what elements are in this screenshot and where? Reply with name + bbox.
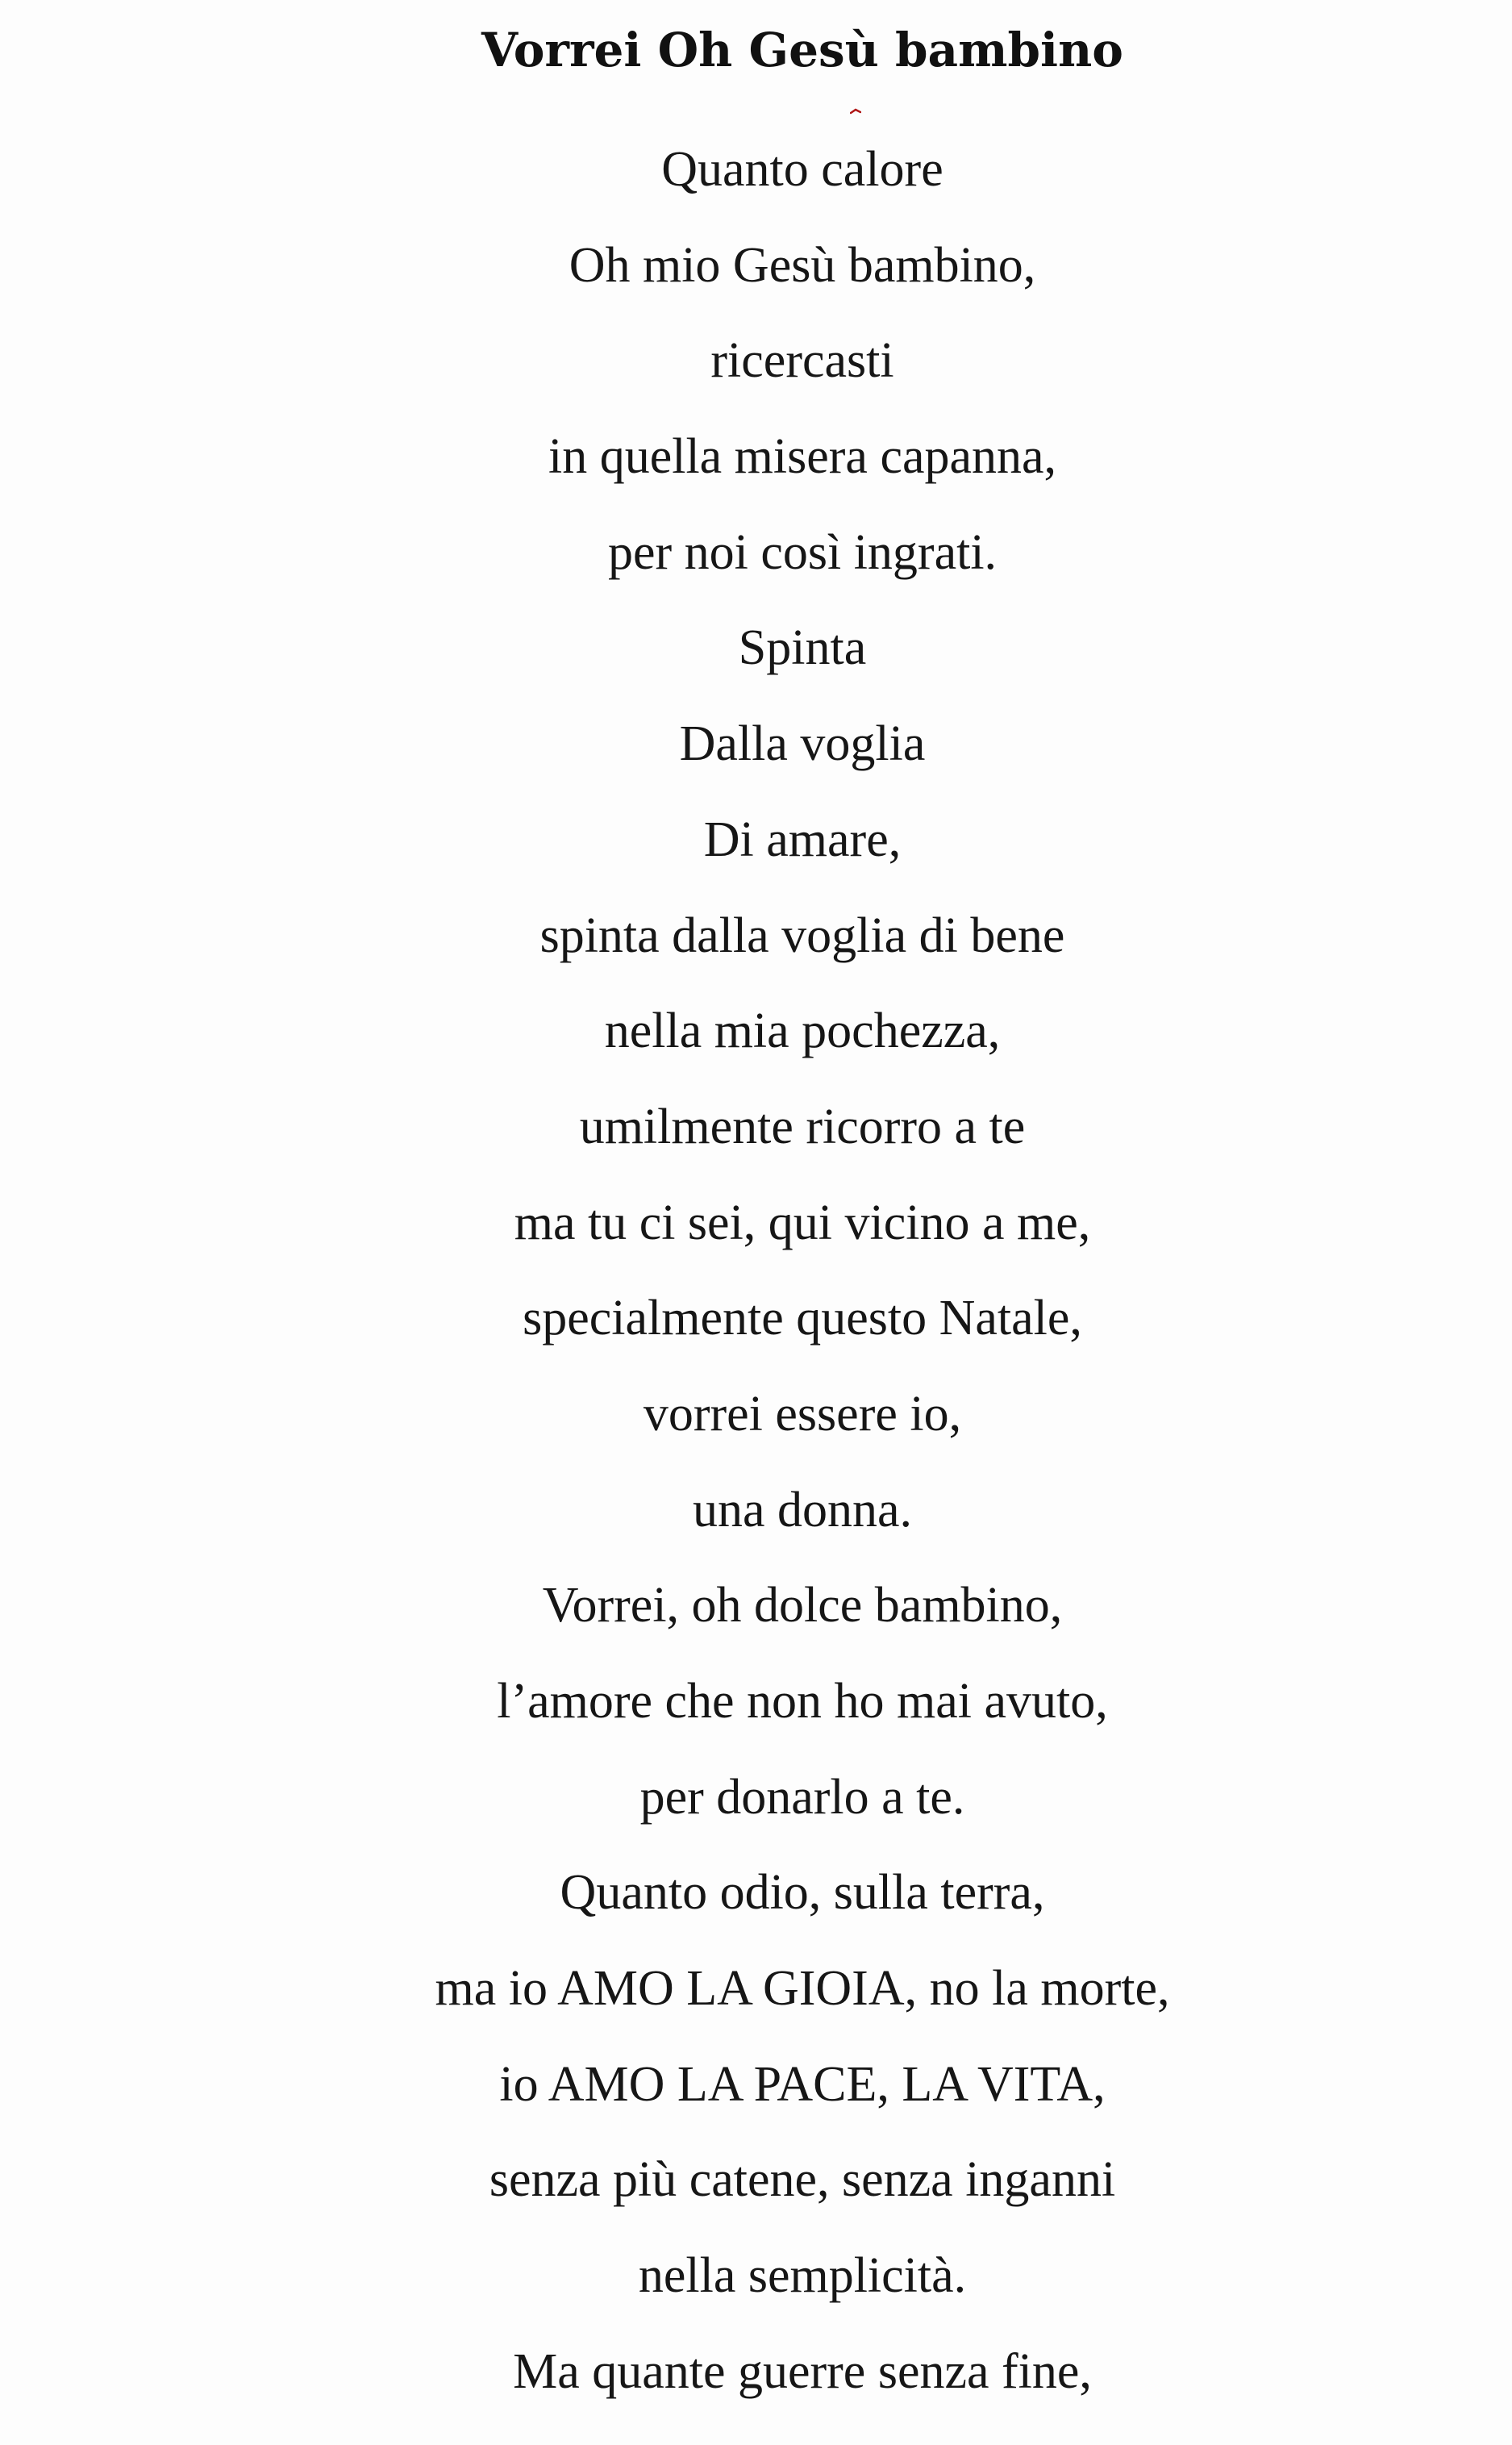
poem-line: spinta dalla voglia di bene (539, 907, 1065, 963)
poem-line: Di amare, (703, 812, 902, 867)
poem-line: in quella misera capanna, (548, 429, 1057, 485)
poem-line: specialmente questo Natale, (523, 1291, 1082, 1346)
poem-line: nella mia pochezza, (604, 1003, 1001, 1059)
poem-line: Oh mio Gesù bambino, (569, 237, 1036, 293)
poem-line: l’amore che non ho mai avuto, (497, 1674, 1108, 1729)
poem-body (0, 129, 1512, 2427)
poem-line: ma io AMO LA GIOIA, no la morte, (435, 1961, 1170, 2017)
poem-line: Ma quante guerre senza fine, (513, 2343, 1092, 2399)
poem-line: vorrei essere io, (643, 1386, 962, 1442)
poem-line: Quanto odio, sulla terra, (560, 1865, 1045, 1921)
poem-line: ricercasti (710, 333, 894, 389)
poem-line: una donna. (692, 1482, 913, 1538)
poem-line: Dalla voglia (679, 716, 926, 772)
poem-line: senza più catene, senza inganni (489, 2152, 1116, 2208)
poem-line: umilmente ricorro a te (579, 1099, 1026, 1154)
poem-title: Vorrei Oh Gesù bambino (481, 23, 1123, 77)
poem-line: ma tu ci sei, qui vicino a me, (514, 1195, 1091, 1250)
red-ink-mark-icon (850, 108, 861, 115)
poem-line: Spinta (738, 620, 867, 676)
poem-line: io AMO LA PACE, LA VITA, (499, 2056, 1106, 2112)
poem-line: Vorrei, oh dolce bambino, (542, 1578, 1063, 1633)
poem-line: nella semplicità. (638, 2248, 967, 2304)
poem-line: Quanto calore (661, 142, 943, 197)
poem-line: per donarlo a te. (639, 1769, 965, 1825)
poem-line: per noi così ingrati. (607, 524, 998, 580)
